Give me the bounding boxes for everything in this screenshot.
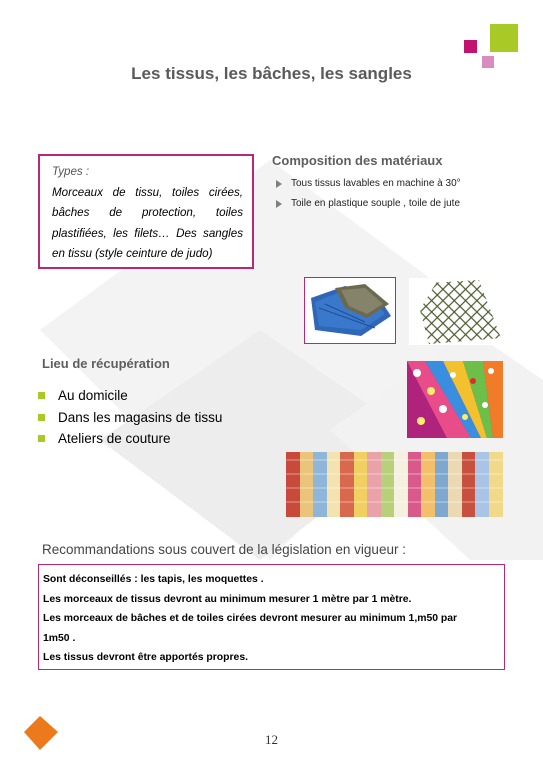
net-photo xyxy=(409,278,503,345)
page-title: Les tissus, les bâches, les sangles xyxy=(131,64,412,83)
oilcloth-image xyxy=(407,361,503,438)
fabric-rolls-image xyxy=(286,452,503,517)
lieu-list xyxy=(38,385,222,450)
page-number: 12 xyxy=(265,732,278,747)
composition-heading: Composition des matériaux xyxy=(272,153,443,168)
lieu-item: Ateliers de couture xyxy=(58,431,171,447)
square-bullet-icon xyxy=(38,392,45,399)
tarp-photo xyxy=(304,277,396,344)
recommandation-line: Les tissus devront être apportés propres. xyxy=(43,652,248,663)
triangle-bullet-icon xyxy=(276,180,282,188)
lieu-heading: Lieu de récupération xyxy=(42,356,170,371)
recommandation-line: Les morceaux de tissus devront au minimum mesurer 1 mètre par 1 mètre. xyxy=(43,593,412,605)
list-item xyxy=(38,407,222,429)
triangle-bullet-icon xyxy=(276,200,282,208)
recommandations-heading: Recommandations sous couvert de la législation en vigueur : xyxy=(42,542,406,557)
square-bullet-icon xyxy=(38,414,45,421)
lieu-item: Au domicile xyxy=(58,388,128,404)
oilcloth-photo xyxy=(407,361,503,438)
fabric-rolls-photo xyxy=(286,452,503,517)
list-item xyxy=(38,428,222,450)
list-item xyxy=(276,178,461,198)
square-bullet-icon xyxy=(38,435,45,442)
tarp-image xyxy=(305,278,396,344)
types-label: Types : xyxy=(52,165,90,178)
recommandation-line: Les morceaux de bâches et de toiles cirées devront mesurer au minimum 1,m50 par xyxy=(43,613,458,624)
recommandation-line: 1m50 . xyxy=(43,632,76,644)
composition-list xyxy=(276,178,461,218)
list-item xyxy=(276,198,461,218)
net-image xyxy=(409,278,503,345)
composition-item: Tous tissus lavables en machine à 30° xyxy=(291,178,461,189)
lieu-item: Dans les magasins de tissu xyxy=(58,409,223,425)
list-item xyxy=(38,385,222,407)
composition-item: Toile en plastique souple , toile de jute xyxy=(291,198,461,209)
recommandation-line: Sont déconseillés : les tapis, les moquettes . xyxy=(43,574,264,585)
recommandations-box xyxy=(38,564,505,670)
types-text: Morceaux de tissu, toiles cirées, bâches de protection, toiles plastifiées, les filets… Des sangles en tissu (style ceinture de judo) xyxy=(52,185,243,260)
types-box xyxy=(38,154,254,269)
